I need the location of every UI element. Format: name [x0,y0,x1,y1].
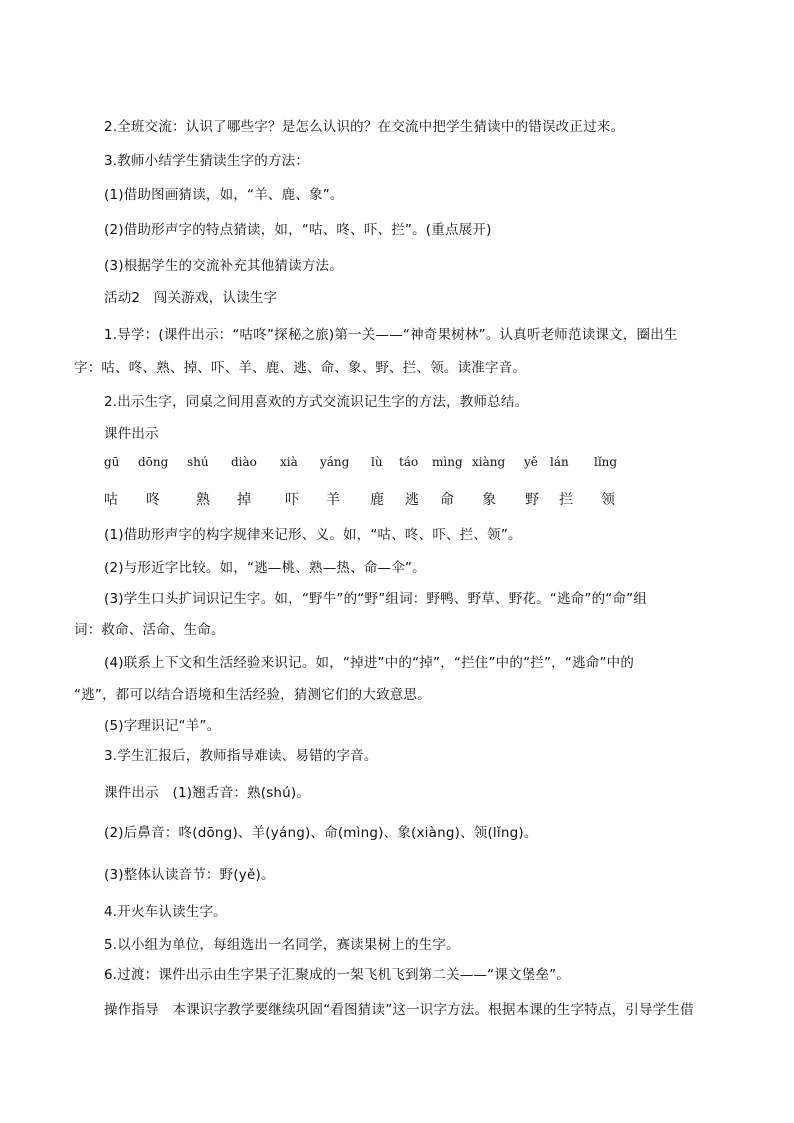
char-gu: 咕 [104,492,118,508]
char-tao: 逃 [405,492,419,508]
text-line: 字：咕、咚、熟、掉、吓、羊、鹿、逃、命、象、野、拦、领。读准字音。 [74,360,527,376]
char-diao: 掉 [237,492,251,508]
char-yang: 羊 [326,492,340,508]
text-line: (3)根据学生的交流补充其他猜读方法。 [104,258,343,274]
text-line: (2)借助形声字的特点猜读，如，“咕、咚、吓、拦”。(重点展开) [104,222,492,238]
text-line: 3.学生汇报后，教师指导难读、易错的字音。 [104,748,378,764]
text-line: (3)学生口头扩词识记生字。如，“野牛”的“野”组词：野鸭、野草、野花。“逃命”的“命”组 [104,591,648,607]
section-heading: 活动2 闯关游戏，认读生字 [104,290,278,306]
pinyin-shu: shú [187,455,209,469]
char-ye: 野 [525,492,539,508]
text-line: 2.出示生字，同桌之间用喜欢的方式交流识记生字的方法，教师总结。 [104,394,529,410]
char-ming: 命 [440,492,454,508]
text-line: 2.全班交流：认识了哪些字？是怎么认识的？在交流中把学生猜读中的错误改正过来。 [104,119,625,135]
text-line: (1)借助形声字的构字规律来记形、义。如，“咕、咚、吓、拦、领”。 [104,527,522,543]
char-lu: 鹿 [370,492,384,508]
pinyin-tao: táo [399,455,419,469]
text-line: 3.教师小结学生猜读生字的方法： [104,153,310,169]
char-ling: 领 [601,492,615,508]
text-line: (5)字理识记“羊”。 [104,718,221,734]
text-line: 1.导学：(课件出示：“咕咚”探秘之旅)第一关——“神奇果树林”。认真听老师范读课文，圈出生 [104,327,678,343]
text-line: 6.过渡：课件出示由生字果子汇聚成的一架飞机飞到第二关——“课文堡垒”。 [104,967,571,983]
text-line: 4.开火车认读生字。 [104,904,227,920]
char-shu: 熟 [196,492,210,508]
char-xiang: 象 [482,492,496,508]
text-line: (4)联系上下文和生活经验来识记。如，“掉进”中的“掉”，“拦住”中的“拦”，“逃命”中的 [104,655,635,671]
pinyin-ling: lǐng [594,455,618,469]
text-line: (2)后鼻音：咚(dōng)、羊(yáng)、命(mìng)、象(xiàng)、领(lǐng)。 [104,825,538,841]
pinyin-gu: gū [104,455,120,469]
text-line: 词：救命、活命、生命。 [74,622,225,638]
text-line: (3)整体认读音节：野(yě)。 [104,867,275,883]
pinyin-xia: xià [280,455,298,469]
text-line: 课件出示 [104,426,159,442]
pinyin-diao: diào [231,455,257,469]
pinyin-yang: yáng [320,455,350,469]
pinyin-lan: lán [550,455,569,469]
char-lan: 拦 [559,492,573,508]
text-line: (1)借助图画猜读，如，“羊、鹿、象”。 [104,187,344,203]
pinyin-ye: yě [524,455,538,469]
text-line: 操作指导 本课识字教学要继续巩固“看图猜读”这一识字方法。根据本课的生字特点，引导学生借 [104,1002,694,1018]
text-line: 5.以小组为单位，每组选出一名同学，赛读果树上的生字。 [104,937,460,953]
pinyin-xiang: xiàng [472,455,506,469]
pinyin-ming: mìng [432,455,463,469]
char-dong: 咚 [146,492,160,508]
text-line: (2)与形近字比较。如，“逃—桃、熟—热、命—伞”。 [104,560,426,576]
pinyin-lu: lù [371,455,383,469]
text-line: “逃”，都可以结合语境和生活经验，猜测它们的大致意思。 [74,687,431,703]
pinyin-dong: dōng [138,455,169,469]
text-line: 课件出示 (1)翘舌音：熟(shú)。 [104,785,311,801]
char-xia: 吓 [285,492,299,508]
